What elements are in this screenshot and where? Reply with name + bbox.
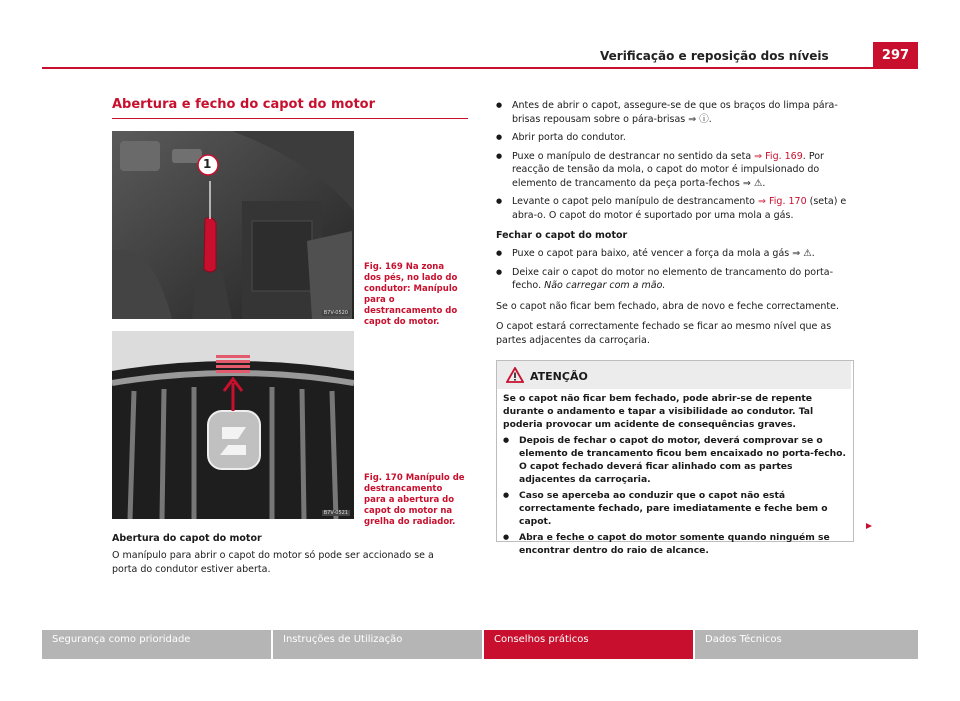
subheading-opening: Abertura do capot do motor [112,533,262,544]
list-item-text: (seta) e abra-o. O capot do motor é suportado por uma mola a gás. [512,196,847,221]
section-title: Abertura e fecho do capot do motor [112,97,376,112]
list-item: ● Antes de abrir o capot, assegure-se de que os braços do limpa pára-brisas repousam sobre o pára-brisas ⇒ ⓘ. [496,99,852,126]
figure-reference-link[interactable]: ⇒ Fig. 170 [758,196,807,207]
figure-170-image [112,331,354,519]
caption-label: Fig. 170 [364,473,403,483]
warning-item: ● Depois de fechar o capot do motor, deverá comprovar se o elemento de trancamento ficou bem encaixado no porta-fecho. O capot fechado deverá ficar alinhado com as partes adjacentes da carroçaria. [503,434,847,486]
subheading-closing: Fechar o capot do motor [496,230,628,241]
paragraph-check: O capot estará correctamente fechado se ficar ao mesmo nível que as partes adjacentes da carroçaria. [496,321,832,346]
tab-instrucoes[interactable]: Instruções de Utilização [273,630,482,659]
paragraph-opening: O manípulo para abrir o capot do motor só pode ser accionado se a porta do condutor estiver aberta. [112,550,434,575]
figure-code: B7V-0520 [323,310,348,316]
tab-conselhos[interactable]: Conselhos práticos [484,630,693,659]
radiator-grille-illustration [112,331,354,519]
list-item [496,150,852,191]
list-item: ● Abrir porta do condutor. [496,131,852,145]
list-item-text: Puxe o manípulo de destrancar no sentido da seta [512,150,755,162]
caption-label: Fig. 169 [364,262,403,272]
figure-reference-link[interactable]: ⇒ Fig. 169 [754,150,803,162]
warning-item: ● Caso se aperceba ao conduzir que o capot não está correctamente fechado, pare imediatamente e feche bem o capot. [503,489,847,528]
section-rule [112,118,468,119]
figure-code: B7V-0521 [323,510,348,516]
warning-triangle-icon [506,367,524,383]
running-header-title: Verificação e reposição dos níveis [600,49,829,63]
footwell-illustration [112,131,354,319]
list-item-text: Levante o capot pelo manípulo de destrancamento [512,196,759,207]
warning-title: ATENÇÃO [530,370,588,383]
list-item [496,195,852,222]
list-item: ● Puxe o capot para baixo, até vencer a força da mola a gás ⇒ ⚠. [496,247,852,261]
list-item-text: Deixe cair o capot do motor no elemento de trancamento do porta-fecho. [512,266,833,291]
caption-text: Na zona dos pés, no lado do condutor: Manípulo para o destrancamento do capot do motor. [364,262,458,327]
tab-dados[interactable]: Dados Técnicos [695,630,918,659]
continue-arrow-icon [865,522,873,530]
figure-169-caption [364,262,464,328]
tab-seguranca[interactable]: Segurança como prioridade [42,630,271,659]
list-item [496,266,852,293]
page-number: 297 [873,42,918,68]
caption-text: Manípulo de destrancamento para a abertura do capot do motor na grelha do radiador. [364,473,465,527]
callout-number: 1 [203,157,212,171]
warning-body [503,392,847,557]
figure-170-caption [364,473,466,528]
warning-intro: Se o capot não ficar bem fechado, pode abrir-se de repente durante o andamento e tapar a visibilidade ao condutor. Tal poderia provocar um acidente de consequências graves. [503,393,814,430]
list-item-emphasis: Não carregar com a mão. [544,280,666,291]
warning-item: ● Abra e feche o capot do motor somente quando ninguém se encontrar dentro do raio de alcance. [503,531,847,557]
list-item-text: . Por reacção de tensão da mola, o capot do motor é impulsionado do elemento de trancamento da peça porta-fechos ⇒ ⚠. [512,150,824,189]
paragraph-reclose: Se o capot não ficar bem fechado, abra de novo e feche correctamente. [496,300,840,312]
figure-169-image [112,131,354,319]
right-column [496,99,852,347]
header-rule [42,67,918,69]
